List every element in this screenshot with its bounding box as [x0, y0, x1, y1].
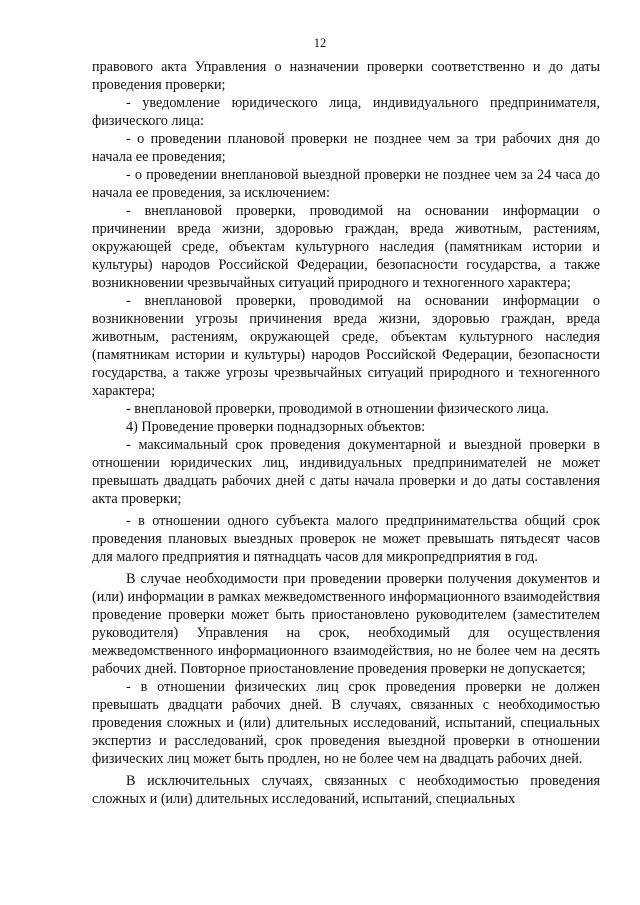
paragraph: - внеплановой проверки, проводимой в отношении физического лица.	[126, 401, 549, 417]
paragraph: - внеплановой проверки, проводимой на основании информации о причинении вреда жизни, здоровью граждан, вреда животным, растениям, окружающей среде, объектам культурного наследия (памятникам истории и культуры) народов Российской Федерации, безопасности государства, а также возникновении чрезвычайных ситуаций природного и техногенного характера;	[92, 203, 600, 291]
document-body	[92, 58, 600, 808]
paragraph: - о проведении внеплановой выездной проверки не позднее чем за 24 часа до начала ее проведения, за исключением:	[92, 167, 600, 201]
paragraph: В исключительных случаях, связанных с необходимостью проведения сложных и (или) длительных исследований, испытаний, специальных	[92, 773, 600, 807]
paragraph: - в отношении физических лиц срок проведения проверки не должен превышать двадцати рабочих дней. В случаях, связанных с необходимостью проведения сложных и (или) длительных исследований, испытаний, специальных экспертиз и расследований, срок проведения выездной проверки в отношении физических лиц может быть продлен, но не более чем на двадцать рабочих дней.	[92, 679, 600, 767]
paragraph: В случае необходимости при проведении проверки получения документов и (или) информации в рамках межведомственного информационного взаимодействия проведение проверки может быть приостановлено руководителем (заместителем руководителя) Управления на срок, необходимый для осуществления межведомственного информационного взаимодействия, но не более чем на десять рабочих дней. Повторное приостановление проведения проверки не допускается;	[92, 571, 600, 677]
paragraph: - уведомление юридического лица, индивидуального предпринимателя, физического лица:	[92, 95, 600, 129]
paragraph: - в отношении одного субъекта малого предпринимательства общий срок проведения плановых выездных проверок не может превышать пятьдесят часов для малого предприятия и пятнадцать часов для микропредприятия в год.	[92, 513, 600, 565]
paragraph: - максимальный срок проведения документарной и выездной проверки в отношении юридических лиц, индивидуальных предпринимателей не может превышать двадцать рабочих дней с даты начала проверки и до даты составления акта проверки;	[92, 437, 600, 507]
paragraph: правового акта Управления о назначении проверки соответственно и до даты проведения проверки;	[92, 59, 600, 93]
paragraph: 4) Проведение проверки поднадзорных объектов:	[126, 419, 426, 435]
paragraph: - внеплановой проверки, проводимой на основании информации о возникновении угрозы причинения вреда жизни, здоровью граждан, вреда животным, растениям, окружающей среде, объектам культурного наследия (памятникам истории и культуры) народов Российской Федерации, безопасности государства, а также угрозы чрезвычайных ситуаций природного и техногенного характера;	[92, 293, 600, 399]
page-number: 12	[313, 36, 327, 50]
paragraph: - о проведении плановой проверки не позднее чем за три рабочих дня до начала ее проведения;	[92, 131, 600, 165]
